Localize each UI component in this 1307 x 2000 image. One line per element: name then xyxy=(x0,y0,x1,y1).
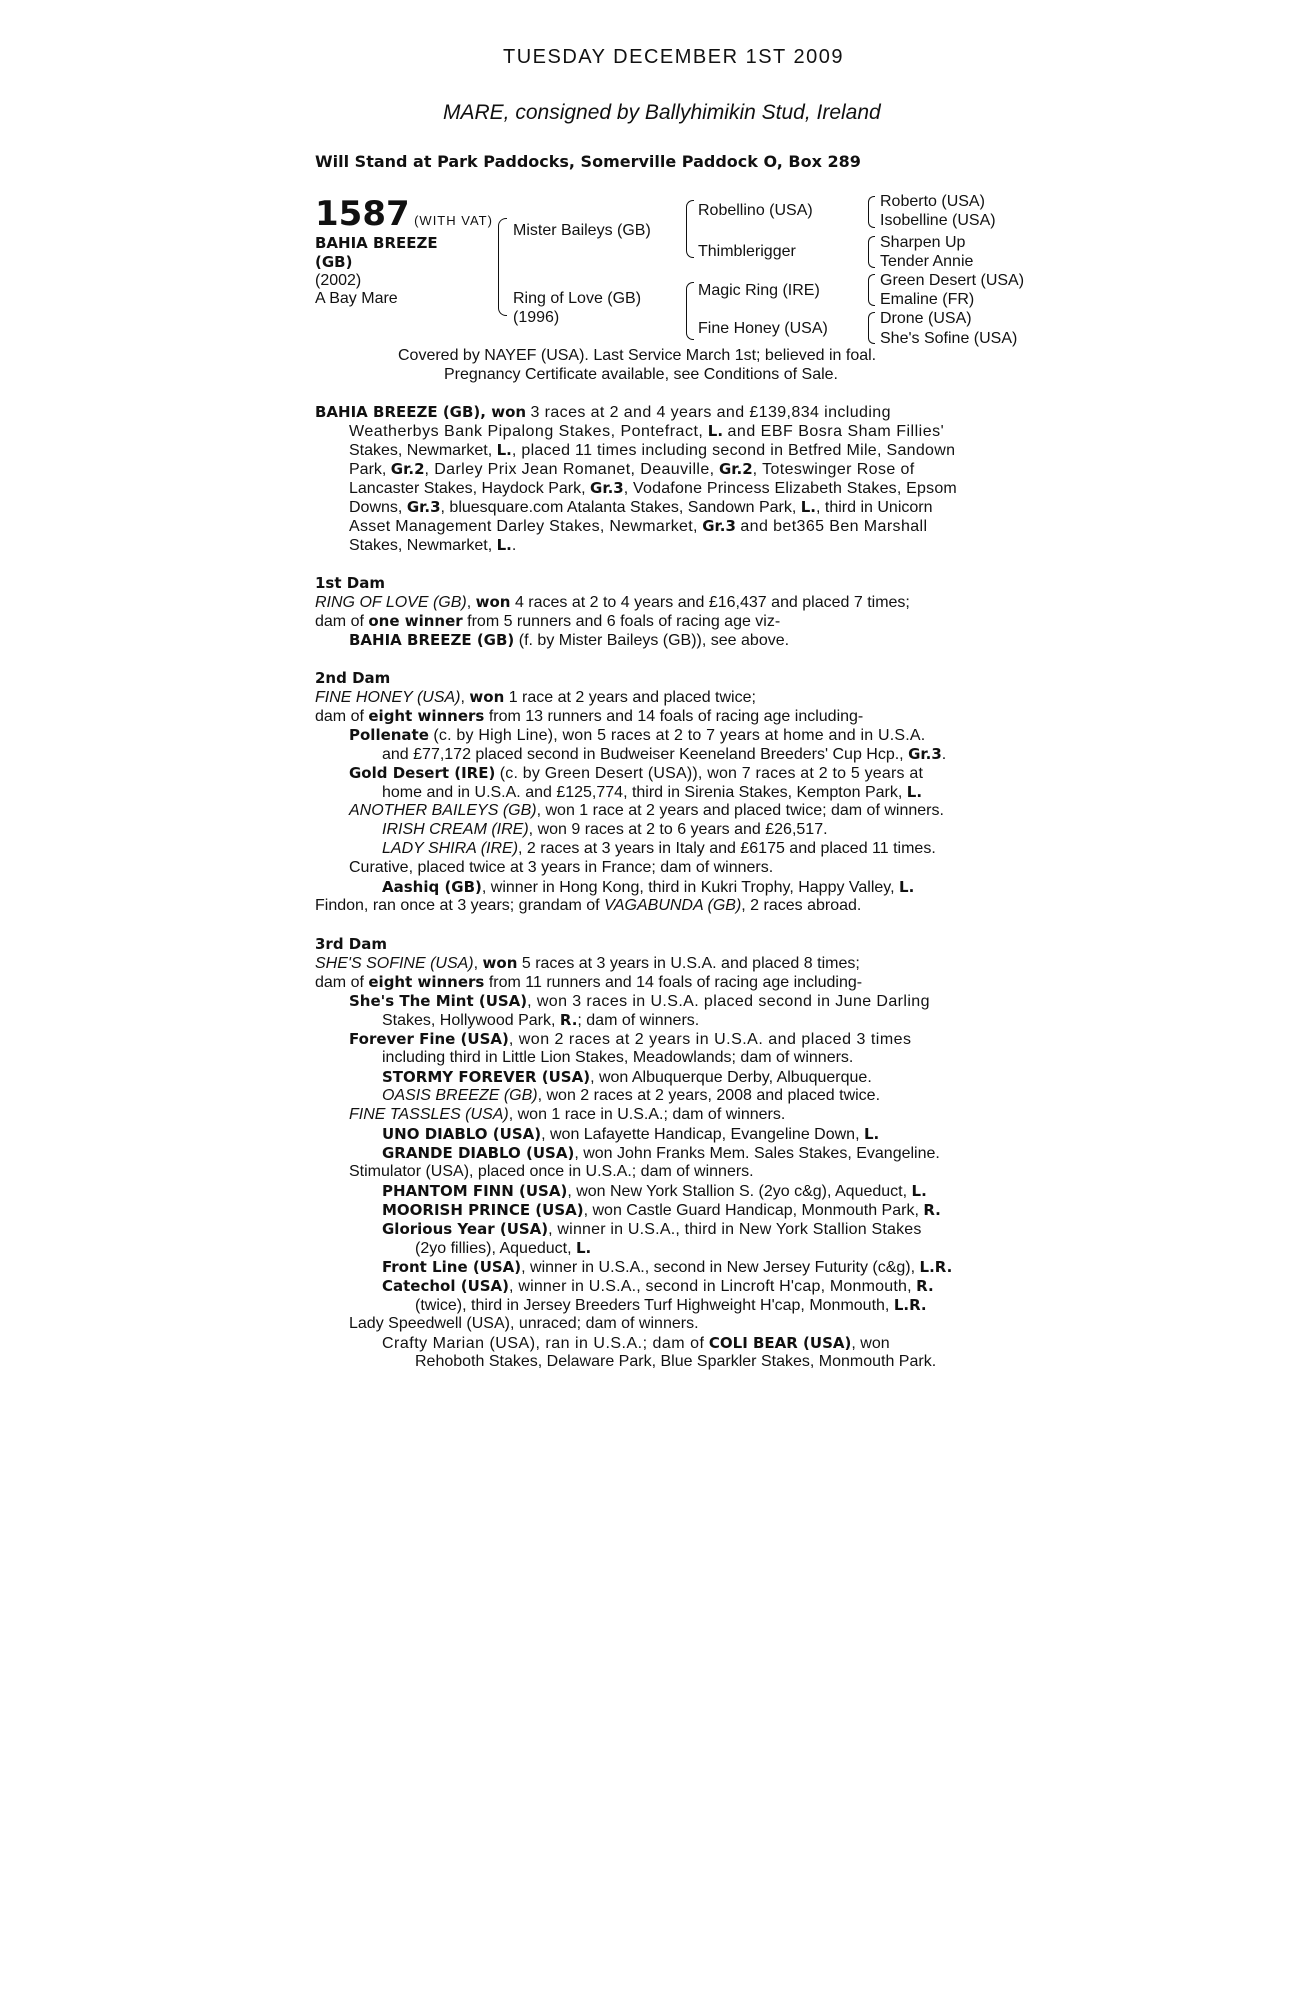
race-grade: L.R. xyxy=(919,1258,953,1276)
consignment-line: MARE, consigned by Ballyhimikin Stud, Ireland xyxy=(443,101,881,124)
dam-line xyxy=(349,631,789,650)
punct: , xyxy=(466,594,472,611)
punct: , xyxy=(460,689,465,706)
pedigree-gen4-2: Isobelline (USA) xyxy=(880,212,996,229)
dam-text: Crafty Marian (USA), ran in U.S.A.; dam of xyxy=(382,1335,705,1352)
produce-name: Glorious Year (USA) xyxy=(382,1220,549,1238)
dam-text: , 2 races at 3 years in Italy and £6175 and placed 11 times. xyxy=(518,840,936,857)
dam-text: , won 2 races at 2 years, 2008 and placed twice. xyxy=(537,1087,881,1104)
lot-number-line xyxy=(315,194,493,234)
dam-line xyxy=(382,783,922,802)
stand-location: Will Stand at Park Paddocks, Somerville Paddock O, Box 289 xyxy=(315,152,861,171)
record-text: Weatherbys Bank Pipalong Stakes, Pontefract, xyxy=(349,423,704,440)
produce-name: IRISH CREAM (IRE) xyxy=(382,821,529,838)
record-text: 3 races at 2 and 4 years and £139,834 including xyxy=(530,404,891,421)
pedigree-sire: Mister Baileys (GB) xyxy=(513,222,651,239)
dam-text: (f. by Mister Baileys (GB)), see above. xyxy=(518,632,790,649)
dam-line xyxy=(315,612,780,631)
dam-text: , won 3 races in U.S.A. placed second in June Darling xyxy=(527,993,930,1010)
dam-text: dam of xyxy=(315,708,364,725)
dam-line xyxy=(349,726,925,745)
race-grade: L. xyxy=(899,878,915,896)
pedigree-dam: Ring of Love (GB) xyxy=(513,290,642,307)
dam-line xyxy=(382,1334,890,1353)
record-line xyxy=(349,479,957,498)
produce-name: ANOTHER BAILEYS (GB) xyxy=(349,802,537,819)
race-grade: L. xyxy=(707,422,724,440)
dam-name: RING OF LOVE (GB) xyxy=(315,594,467,611)
dam-text: Stakes, Hollywood Park, xyxy=(382,1012,556,1029)
horse-description: A Bay Mare xyxy=(315,290,398,307)
dam-line xyxy=(382,1087,880,1105)
race-grade: R. xyxy=(559,1011,578,1029)
record-text: Downs, xyxy=(349,499,403,516)
produce-name: MOORISH PRINCE (USA) xyxy=(382,1201,584,1219)
dam-text: from 5 runners and 6 foals of racing age viz- xyxy=(467,613,781,630)
dam-text: (2yo fillies), Aqueduct, xyxy=(415,1240,572,1257)
produce-name: Front Line (USA) xyxy=(382,1258,522,1276)
dam-text: , won 2 races at 2 years in U.S.A. and placed 3 times xyxy=(508,1031,912,1048)
dam-line xyxy=(315,897,861,915)
produce-name: UNO DIABLO (USA) xyxy=(382,1125,542,1143)
dam-text: ; dam of winners. xyxy=(577,1012,700,1029)
race-grade: Gr.3 xyxy=(908,745,942,763)
dam-line xyxy=(382,1277,934,1296)
dam-line xyxy=(349,1315,699,1333)
record-text: , bluesquare.com Atalanta Stakes, Sandown Park, xyxy=(440,499,797,516)
race-grade: L. xyxy=(800,498,817,516)
lot-number: 1587 xyxy=(315,194,410,234)
dam-text: , 2 races abroad. xyxy=(741,897,862,914)
produce-name: Catechol (USA) xyxy=(382,1277,510,1295)
section-heading: 1st Dam xyxy=(315,574,385,592)
dam-line xyxy=(382,1125,879,1144)
dam-line xyxy=(415,1353,936,1371)
pregnancy-note: Pregnancy Certificate available, see Conditions of Sale. xyxy=(444,366,838,383)
pedigree-brace-g4-1 xyxy=(868,196,875,228)
dam-text: 1 race at 2 years and placed twice; xyxy=(508,689,756,706)
covered-note: Covered by NAYEF (USA). Last Service March 1st; believed in foal. xyxy=(398,347,877,364)
pedigree-brace-dam xyxy=(686,282,694,340)
record-text: Stakes, Newmarket, xyxy=(349,537,493,554)
race-grade: Gr.3 xyxy=(702,517,736,535)
dam-line xyxy=(382,840,936,858)
race-grade: L.R. xyxy=(893,1296,927,1314)
record-text: Asset Management Darley Stakes, Newmarket, xyxy=(349,518,698,535)
dam-line xyxy=(382,1144,940,1163)
record-line xyxy=(315,403,891,422)
dam-text: , won 9 races at 2 to 6 years and £26,517. xyxy=(528,821,828,838)
dam-text: , won 1 race at 2 years and placed twice; dam of winners. xyxy=(536,802,944,819)
race-grade: R. xyxy=(923,1201,941,1219)
produce-name: Pollenate xyxy=(349,726,429,744)
record-text: , placed 11 times including second in Betfred Mile, Sandown xyxy=(511,442,956,459)
dam-line xyxy=(382,1220,922,1239)
race-grade: L. xyxy=(496,441,512,459)
produce-name: LADY SHIRA (IRE) xyxy=(382,840,519,857)
punct: , xyxy=(473,955,479,972)
pedigree-brace-g4-2 xyxy=(868,236,875,268)
record-text: and EBF Bosra Sham Fillies' xyxy=(727,423,945,440)
dam-text: (c. by High Line), won 5 races at 2 to 7 years at home and in U.S.A. xyxy=(433,727,926,744)
pedigree-brace-gen2 xyxy=(498,218,507,316)
dam-line xyxy=(349,764,923,783)
dam-text: , won Castle Guard Handicap, Monmouth Park, xyxy=(583,1202,919,1219)
dam-text: , winner in Hong Kong, third in Kukri Trophy, Happy Valley, xyxy=(481,879,895,896)
dam-text: home and in U.S.A. and £125,774, third in Sirenia Stakes, Kempton Park, xyxy=(382,784,903,801)
record-line xyxy=(349,517,927,536)
dam-name: FINE HONEY (USA) xyxy=(315,689,461,706)
pedigree-brace-g4-4 xyxy=(868,312,875,344)
dam-text: , winner in U.S.A., third in New York Stallion Stakes xyxy=(548,1221,922,1238)
record-line xyxy=(349,498,933,517)
produce-name: PHANTOM FINN (USA) xyxy=(382,1182,568,1200)
pedigree-gen4-7: Drone (USA) xyxy=(880,310,972,327)
pedigree-gen4-8: She's Sofine (USA) xyxy=(880,330,1018,347)
dam-text: , winner in U.S.A., second in Lincroft H'cap, Monmouth, xyxy=(509,1278,912,1295)
dam-line xyxy=(382,745,946,764)
dam-name: SHE'S SOFINE (USA) xyxy=(315,955,474,972)
record-text: and bet365 Ben Marshall xyxy=(740,518,928,535)
punct: . xyxy=(941,746,947,763)
sale-date: TUESDAY DECEMBER 1ST 2009 xyxy=(503,46,844,68)
won-word: won xyxy=(469,688,505,706)
race-grade: Gr.3 xyxy=(590,479,624,497)
produce-name: Aashiq (GB) xyxy=(382,878,482,896)
pedigree-brace-sire xyxy=(686,200,694,258)
dam-line xyxy=(349,992,930,1011)
dam-line xyxy=(382,1049,853,1067)
race-grade: L. xyxy=(575,1239,592,1257)
produce-name: Gold Desert (IRE) xyxy=(349,764,496,782)
produce-name: COLI BEAR (USA) xyxy=(708,1334,852,1352)
produce-name: GRANDE DIABLO (USA) xyxy=(382,1144,575,1162)
pedigree-gen3-1: Robellino (USA) xyxy=(698,202,813,219)
dam-line xyxy=(415,1296,927,1315)
dam-line xyxy=(315,954,860,973)
record-won-word: won xyxy=(491,403,527,421)
pedigree-dam-year: (1996) xyxy=(513,309,560,326)
record-line xyxy=(349,536,516,555)
winners-count: eight winners xyxy=(368,707,485,725)
pedigree-gen3-3: Magic Ring (IRE) xyxy=(698,282,820,299)
record-line xyxy=(349,441,955,460)
dam-line xyxy=(349,802,944,820)
dam-line xyxy=(382,1201,941,1220)
record-text: . xyxy=(511,537,517,554)
pedigree-gen4-5: Green Desert (USA) xyxy=(880,272,1025,289)
record-line xyxy=(349,422,944,441)
section-heading: 2nd Dam xyxy=(315,669,391,687)
dam-line xyxy=(382,821,828,839)
race-grade: Gr.2 xyxy=(390,460,425,478)
race-grade: Gr.2 xyxy=(718,460,753,478)
won-word: won xyxy=(475,593,511,611)
dam-line xyxy=(382,1258,952,1277)
dam-text: , won Albuquerque Derby, Albuquerque. xyxy=(590,1069,872,1086)
race-grade: L. xyxy=(911,1182,927,1200)
dam-text: dam of xyxy=(315,613,364,630)
horse-name-country: (GB) xyxy=(315,253,353,271)
dam-line xyxy=(382,1182,927,1201)
vat-note: (WITH VAT) xyxy=(414,213,493,228)
horse-year: (2002) xyxy=(315,272,362,289)
dam-text: 5 races at 3 years in U.S.A. and placed 8 times; xyxy=(521,955,860,972)
produce-name: STORMY FOREVER (USA) xyxy=(382,1068,591,1086)
produce-name: BAHIA BREEZE (GB) xyxy=(349,631,515,649)
dam-text: , won New York Stallion S. (2yo c&g), Aqueduct, xyxy=(567,1183,908,1200)
record-horse-name: BAHIA BREEZE (GB) xyxy=(315,403,481,421)
record-text: Park, xyxy=(349,461,387,478)
winners-count: one winner xyxy=(368,612,463,630)
record-text: , Vodafone Princess Elizabeth Stakes, Epsom xyxy=(623,480,957,497)
dam-line xyxy=(382,878,914,897)
dam-text: including third in Little Lion Stakes, Meadowlands; dam of winners. xyxy=(382,1049,854,1066)
dam-line xyxy=(382,1068,872,1087)
dam-text: , won Lafayette Handicap, Evangeline Down, xyxy=(541,1126,860,1143)
dam-text: , won xyxy=(851,1335,890,1352)
winners-count: eight winners xyxy=(368,973,485,991)
pedigree-gen4-3: Sharpen Up xyxy=(880,234,966,251)
record-text: Stakes, Newmarket, xyxy=(349,442,493,459)
section-heading: 3rd Dam xyxy=(315,935,387,953)
record-won: , xyxy=(480,403,492,421)
race-grade: L. xyxy=(863,1125,880,1143)
dam-text: 4 races at 2 to 4 years and £16,437 and placed 7 times; xyxy=(514,594,910,611)
pedigree-gen4-4: Tender Annie xyxy=(880,253,974,270)
dam-line xyxy=(382,1011,699,1030)
dam-text: dam of xyxy=(315,974,364,991)
record-line xyxy=(349,460,915,479)
dam-text: Lady Speedwell (USA), unraced; dam of winners. xyxy=(349,1315,699,1332)
dam-line xyxy=(415,1239,591,1258)
dam-line xyxy=(315,688,756,707)
dam-line xyxy=(349,859,773,877)
race-grade: Gr.3 xyxy=(406,498,441,516)
dam-line xyxy=(315,707,863,726)
record-text: Lancaster Stakes, Haydock Park, xyxy=(349,480,586,497)
produce-name: FINE TASSLES (USA) xyxy=(349,1106,509,1123)
dam-line xyxy=(315,973,862,992)
race-grade: L. xyxy=(496,536,512,554)
pedigree-gen4-1: Roberto (USA) xyxy=(880,193,985,210)
horse-name: BAHIA BREEZE xyxy=(315,234,438,252)
dam-line xyxy=(315,593,910,612)
dam-text: Rehoboth Stakes, Delaware Park, Blue Sparkler Stakes, Monmouth Park. xyxy=(415,1353,937,1370)
pedigree-brace-g4-3 xyxy=(868,274,875,306)
produce-name: She's The Mint (USA) xyxy=(349,992,528,1010)
dam-text: Curative, placed twice at 3 years in France; dam of winners. xyxy=(349,859,774,876)
pedigree-gen4-6: Emaline (FR) xyxy=(880,291,975,308)
record-text: , Darley Prix Jean Romanet, Deauville, xyxy=(424,461,715,478)
dam-line xyxy=(349,1030,912,1049)
dam-line xyxy=(349,1163,754,1181)
dam-text: and £77,172 placed second in Budweiser Keeneland Breeders' Cup Hcp., xyxy=(382,746,904,763)
dam-text: (c. by Green Desert (USA)), won 7 races at 2 to 5 years at xyxy=(499,765,924,782)
dam-text: , won John Franks Mem. Sales Stakes, Evangeline. xyxy=(574,1145,940,1162)
dam-line xyxy=(349,1106,785,1124)
record-text: , third in Unicorn xyxy=(816,499,933,516)
produce-name: VAGABUNDA (GB) xyxy=(604,897,742,914)
race-grade: R. xyxy=(916,1277,934,1295)
dam-text: from 11 runners and 14 foals of racing age including- xyxy=(488,974,863,991)
won-word: won xyxy=(482,954,518,972)
dam-text: , winner in U.S.A., second in New Jersey Futurity (c&g), xyxy=(521,1259,916,1276)
dam-text: (twice), third in Jersey Breeders Turf Highweight H'cap, Monmouth, xyxy=(415,1297,890,1314)
record-text: , Toteswinger Rose of xyxy=(752,461,915,478)
race-grade: L. xyxy=(906,783,923,801)
dam-text: from 13 runners and 14 foals of racing age including- xyxy=(488,708,864,725)
pedigree-gen3-4: Fine Honey (USA) xyxy=(698,320,828,337)
produce-name: Forever Fine (USA) xyxy=(349,1030,509,1048)
dam-text: , won 1 race in U.S.A.; dam of winners. xyxy=(508,1106,786,1123)
pedigree-gen3-2: Thimblerigger xyxy=(698,243,796,260)
produce-name: OASIS BREEZE (GB) xyxy=(382,1087,538,1104)
dam-text: Stimulator (USA), placed once in U.S.A.; dam of winners. xyxy=(349,1163,754,1180)
dam-text: Findon, ran once at 3 years; grandam of xyxy=(315,897,600,914)
